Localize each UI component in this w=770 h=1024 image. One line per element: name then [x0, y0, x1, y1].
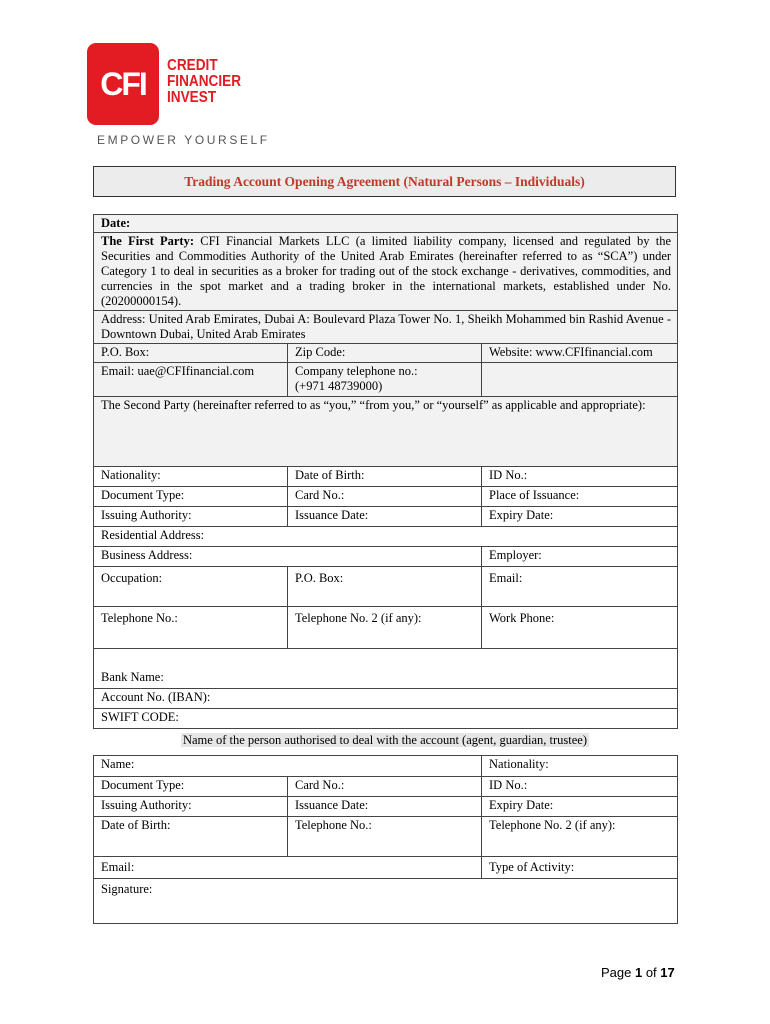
work-phone-field[interactable]: Work Phone:	[482, 607, 678, 649]
nationality-field[interactable]: Nationality:	[94, 467, 288, 487]
auth-email-field[interactable]: Email:	[94, 857, 482, 879]
signature-field[interactable]: Signature:	[94, 879, 678, 924]
occupation-field[interactable]: Occupation:	[94, 567, 288, 607]
expiry-date-field[interactable]: Expiry Date:	[482, 507, 678, 527]
first-party-description: The First Party: CFI Financial Markets LLC (a limited liability company, licensed and regulated by the Securities and Commodities Authority of the United Arab Emirates (hereinafter referred to as “SCA”) under Category 1 to deal in securities as a broker for trading out of the stock exchange - derivatives, commodities, and currencies in the spot market and a trading broker in the international markets, established under No. (20200000154).	[94, 233, 678, 311]
empty-cell	[482, 363, 678, 397]
iban-field[interactable]: Account No. (IBAN):	[94, 689, 678, 709]
telephone-2-field[interactable]: Telephone No. 2 (if any):	[288, 607, 482, 649]
card-no-field[interactable]: Card No.:	[288, 487, 482, 507]
website-field: Website: www.CFIfinancial.com	[482, 344, 678, 363]
auth-activity-field[interactable]: Type of Activity:	[482, 857, 678, 879]
issuing-authority-field[interactable]: Issuing Authority:	[94, 507, 288, 527]
telephone-field[interactable]: Telephone No.:	[94, 607, 288, 649]
zip-code-field: Zip Code:	[288, 344, 482, 363]
company-phone-field: Company telephone no.: (+971 48739000)	[288, 363, 482, 397]
auth-nationality-field[interactable]: Nationality:	[482, 756, 678, 777]
email-field: Email: uae@CFIfinancial.com	[94, 363, 288, 397]
date-of-birth-field[interactable]: Date of Birth:	[288, 467, 482, 487]
po-box-field: P.O. Box:	[94, 344, 288, 363]
email-field-2[interactable]: Email:	[482, 567, 678, 607]
logo-wordmark: CREDIT FINANCIER INVEST	[167, 57, 242, 106]
auth-date-of-birth-field[interactable]: Date of Birth:	[94, 817, 288, 857]
po-box-field-2[interactable]: P.O. Box:	[288, 567, 482, 607]
residential-address-field[interactable]: Residential Address:	[94, 527, 678, 547]
auth-issuing-authority-field[interactable]: Issuing Authority:	[94, 797, 288, 817]
auth-expiry-date-field[interactable]: Expiry Date:	[482, 797, 678, 817]
auth-telephone-2-field[interactable]: Telephone No. 2 (if any):	[482, 817, 678, 857]
bank-name-field[interactable]: Bank Name:	[94, 669, 678, 689]
logo-mark: CFI	[87, 43, 159, 125]
parties-table	[93, 214, 678, 729]
auth-issuance-date-field[interactable]: Issuance Date:	[288, 797, 482, 817]
auth-id-no-field[interactable]: ID No.:	[482, 777, 678, 797]
first-party-address: Address: United Arab Emirates, Dubai A: Boulevard Plaza Tower No. 1, Sheikh Mohammed bin Rashid Avenue - Downtown Dubai, United Arab Emirates	[94, 311, 678, 344]
id-no-field[interactable]: ID No.:	[482, 467, 678, 487]
date-field[interactable]: Date:	[94, 215, 678, 233]
business-address-field[interactable]: Business Address:	[94, 547, 482, 567]
page-number: Page 1 of 17	[601, 965, 675, 980]
second-party-intro[interactable]: The Second Party (hereinafter referred to as “you,” “from you,” or “yourself” as applicable and appropriate):	[94, 397, 678, 467]
authorised-person-table	[93, 755, 678, 924]
swift-code-field[interactable]: SWIFT CODE:	[94, 709, 678, 729]
document-type-field[interactable]: Document Type:	[94, 487, 288, 507]
authorised-person-heading: Name of the person authorised to deal with the account (agent, guardian, trustee)	[182, 733, 588, 747]
auth-document-type-field[interactable]: Document Type:	[94, 777, 288, 797]
issuance-date-field[interactable]: Issuance Date:	[288, 507, 482, 527]
place-of-issuance-field[interactable]: Place of Issuance:	[482, 487, 678, 507]
auth-card-no-field[interactable]: Card No.:	[288, 777, 482, 797]
document-title: Trading Account Opening Agreement (Natural Persons – Individuals)	[93, 166, 676, 197]
logo-tagline: EMPOWER YOURSELF	[97, 133, 270, 147]
auth-telephone-field[interactable]: Telephone No.:	[288, 817, 482, 857]
auth-name-field[interactable]: Name:	[94, 756, 482, 777]
employer-field[interactable]: Employer:	[482, 547, 678, 567]
